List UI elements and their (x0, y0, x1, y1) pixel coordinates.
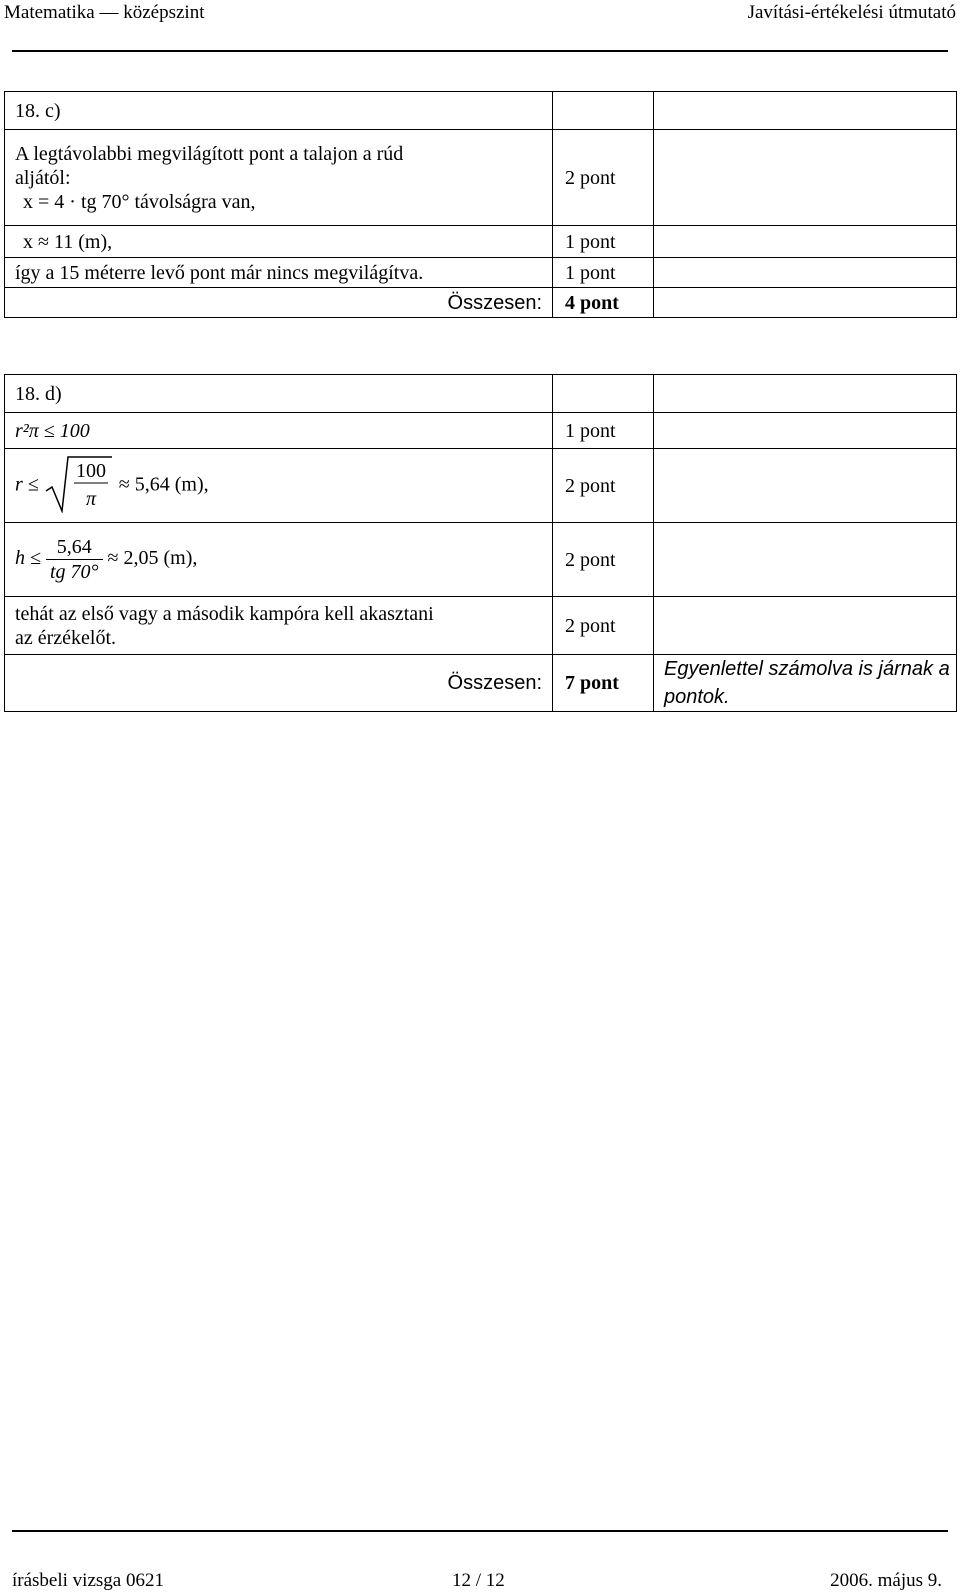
fraction: $\frac{5,64}{tg 70^\circ}$ (46, 535, 103, 584)
sqrt-expression (44, 453, 114, 519)
equation: r²π ≤ 100 (15, 419, 90, 442)
solution-step (5, 413, 553, 449)
header-doc-title: Javítási-értékelési útmutató (747, 2, 956, 23)
page-header (0, 0, 960, 30)
solution-step: A legtávolabbi megvilágított pont a talajon a rúd aljától: x = 4 · tg 70° távolságra van, (5, 130, 553, 226)
footer-exam: írásbeli vizsga 0621 (12, 1570, 164, 1591)
question-title: 18. c) (5, 92, 553, 130)
points-cell: 2 pont (553, 130, 654, 226)
solution-step: így a 15 méterre levő pont már nincs megvilágítva. (5, 258, 553, 288)
solution-step (5, 226, 553, 258)
sqrt-sign (44, 453, 114, 513)
solution-table-18d (4, 374, 957, 712)
equation: x ≈ 11 (m), (23, 230, 113, 253)
footer-rule (12, 1530, 948, 1532)
solution-step: r ≤ 100 π ≈ 5,64 (m), (5, 449, 553, 523)
header-rule (12, 50, 948, 52)
header-subject: Matematika — középszint (4, 2, 205, 23)
total-label: Összesen: (5, 288, 553, 318)
solution-step: tehát az első vagy a második kampóra kell akasztani az érzékelőt. (5, 597, 553, 655)
question-title: 18. d) (5, 375, 553, 413)
points-cell: 1 pont (553, 226, 654, 258)
points-cell: 2 pont (553, 449, 654, 523)
points-cell: 2 pont (553, 523, 654, 597)
grading-note: Egyenlettel számolva is járnak a pontok. (664, 658, 950, 708)
total-points: 4 pont (553, 288, 654, 318)
points-cell: 1 pont (553, 413, 654, 449)
solution-table-18c (4, 91, 957, 318)
footer-page-number: 12 / 12 (452, 1570, 505, 1591)
total-label: Összesen: (5, 655, 553, 712)
svg-text:100: 100 (75, 459, 106, 482)
points-cell: 2 pont (553, 597, 654, 655)
svg-text:π: π (85, 487, 96, 510)
equation: x = 4 · tg 70° távolságra van, (23, 190, 256, 213)
solution-step: h ≤ $\frac{5,64}{tg 70^\circ}$ ≈ 2,05 (m), (5, 523, 553, 597)
points-cell: 1 pont (553, 258, 654, 288)
total-points: 7 pont (553, 655, 654, 712)
footer-date: 2006. május 9. (830, 1570, 942, 1591)
